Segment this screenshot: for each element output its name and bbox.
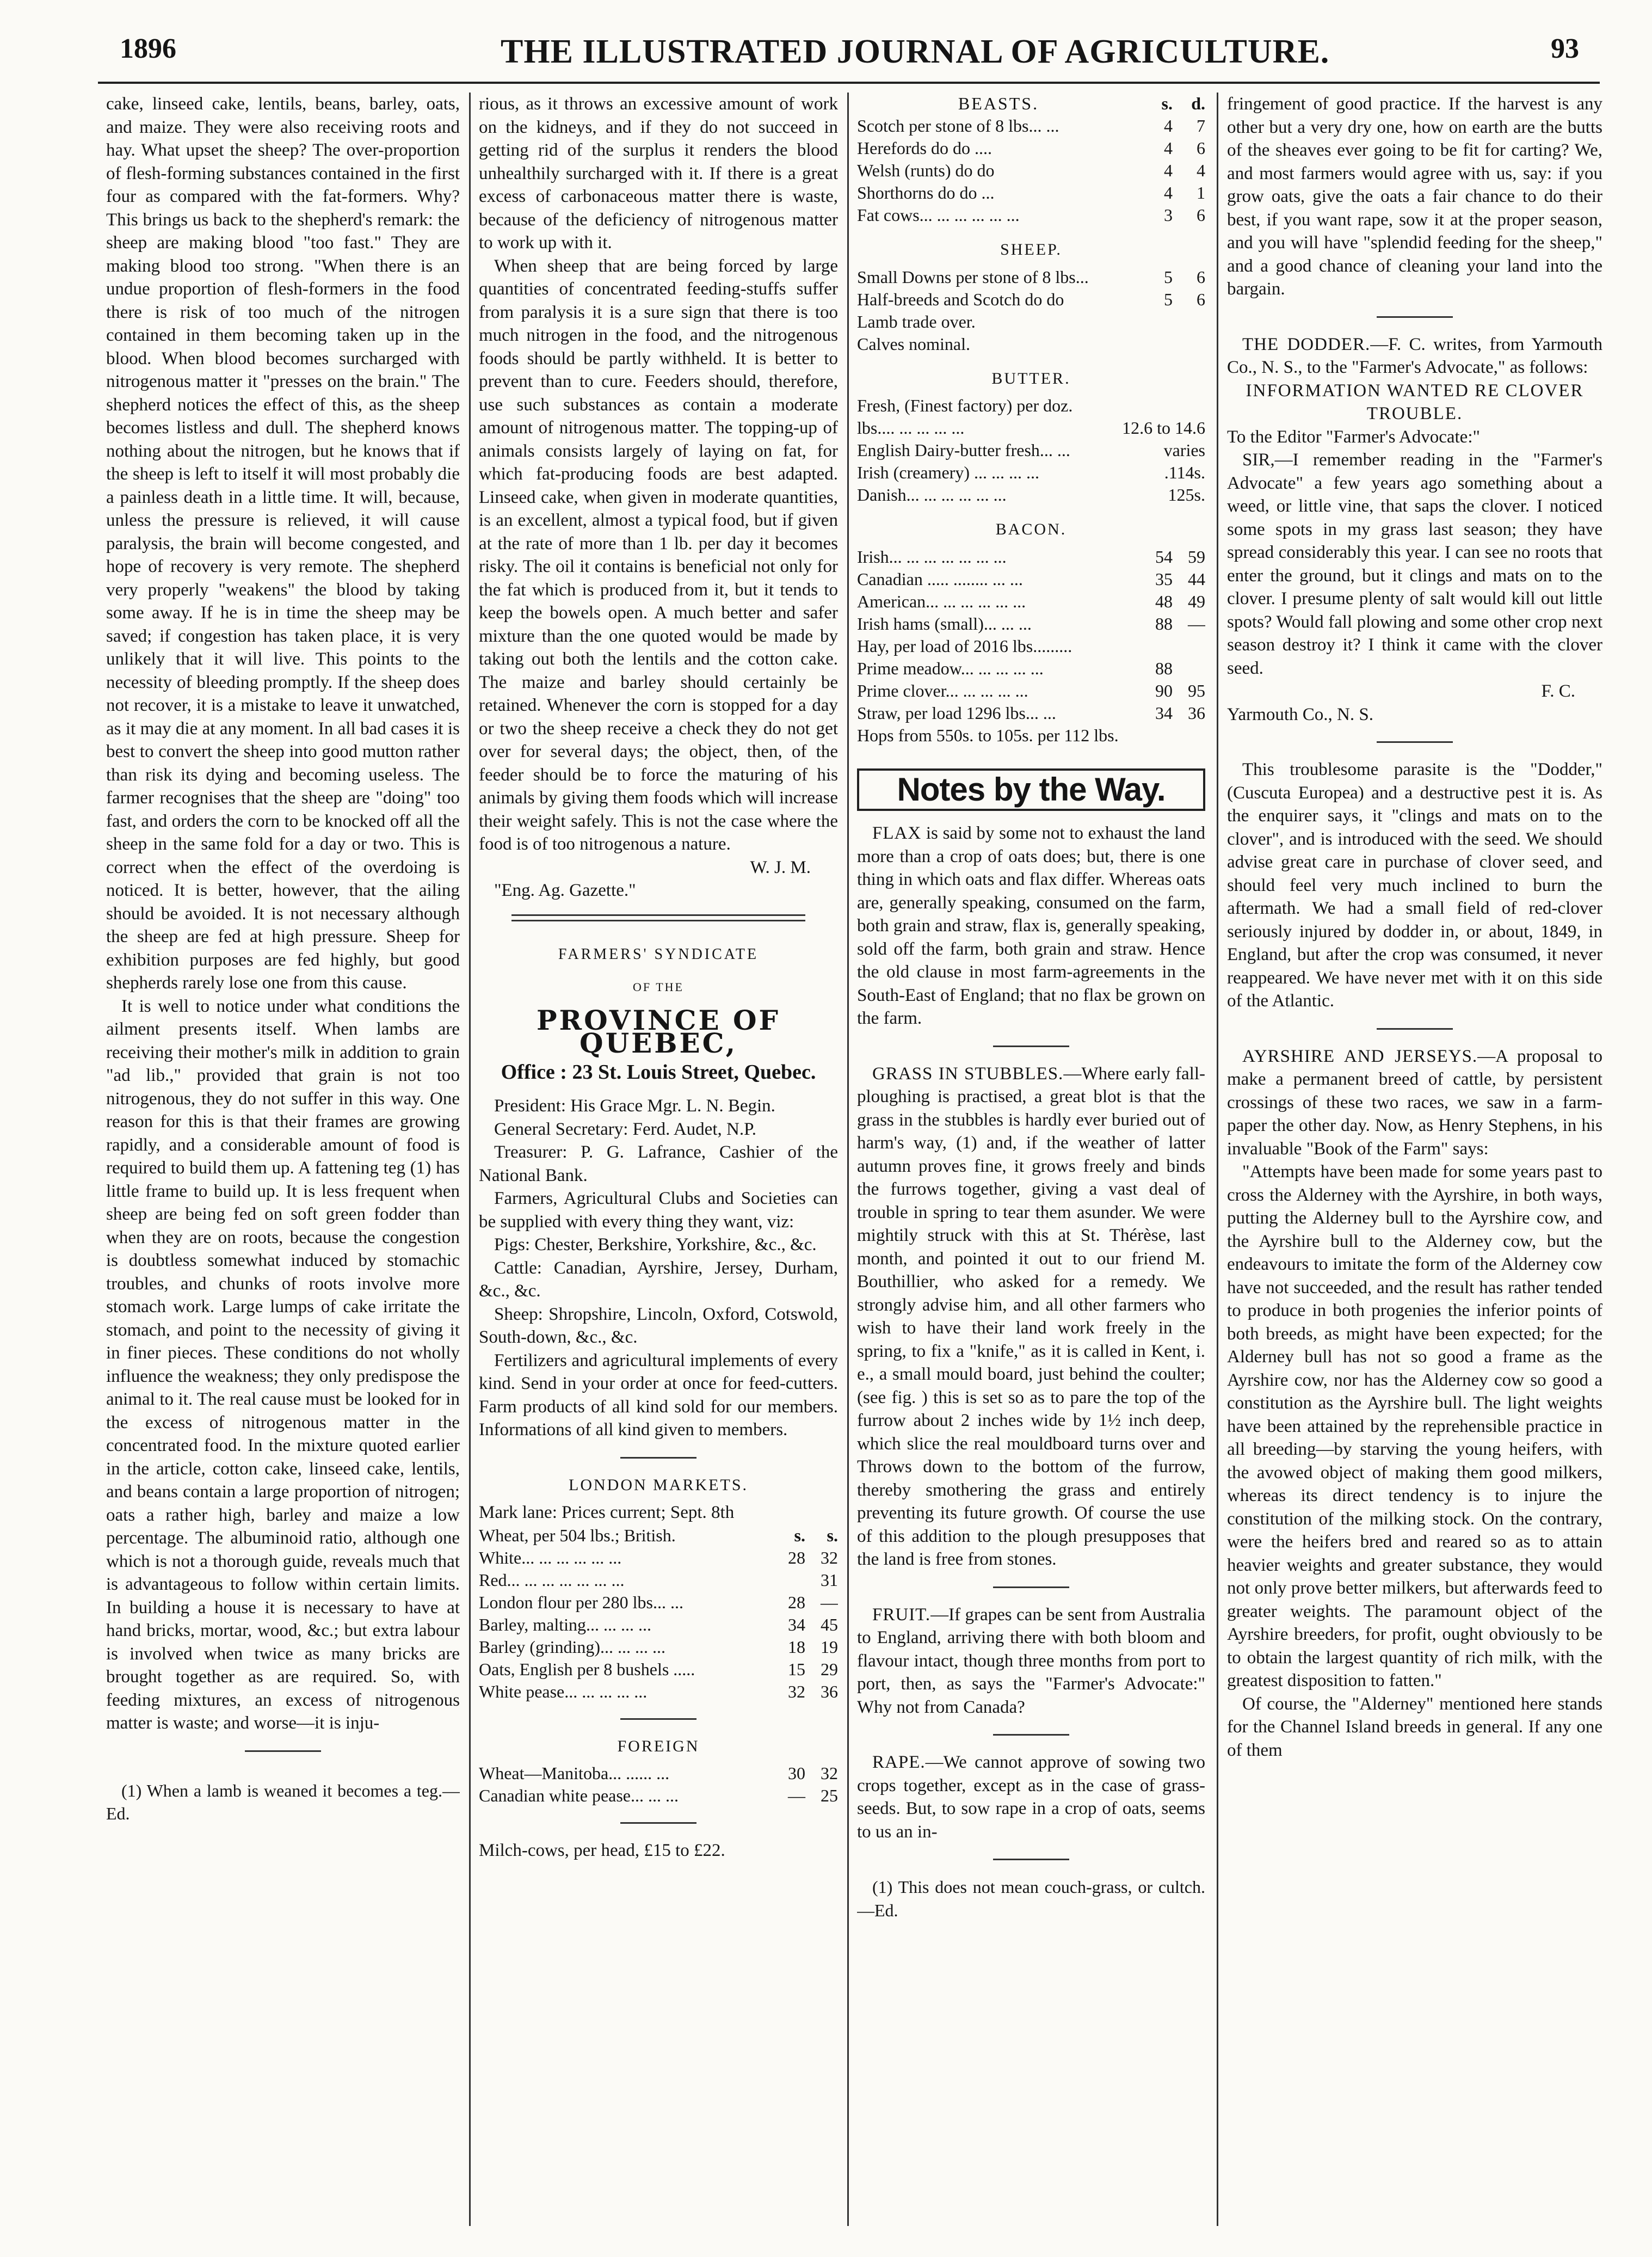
- row-value: [1140, 333, 1173, 355]
- row-value: [1173, 311, 1205, 333]
- row-value: 95: [1188, 680, 1205, 700]
- flax-heading: FLAX: [872, 823, 922, 843]
- row-label: Half-breeds and Scotch do do: [857, 289, 1064, 309]
- row-value: .114s.: [1164, 463, 1205, 482]
- row-value: [1173, 635, 1205, 657]
- row-label: Oats, English per 8 bushels .....: [479, 1659, 695, 1679]
- table-row: [479, 1591, 838, 1614]
- article-paragraph: Of course, the "Alderney" mentioned here stands for the Channel Island breeds in general. If any one of them: [1227, 1694, 1602, 1760]
- beasts-title: BEASTS.: [958, 94, 1039, 113]
- london-intro: Mark lane: Prices current; Sept. 8th: [479, 1503, 735, 1522]
- row-value: 36: [1188, 703, 1205, 723]
- table-row: [857, 395, 1205, 417]
- row-value: [1173, 333, 1205, 355]
- table-row: [479, 1547, 838, 1569]
- section-rule: [993, 1586, 1069, 1588]
- section-rule: [511, 914, 805, 921]
- row-value: 48: [1155, 591, 1173, 611]
- row-value: 88: [1155, 658, 1173, 678]
- row-label: White... ... ... ... ... ...: [479, 1547, 622, 1567]
- row-label: Straw, per load 1296 lbs... ...: [857, 703, 1056, 723]
- footnote-rule: [993, 1859, 1069, 1860]
- table-row: [857, 204, 1205, 226]
- column-1: [106, 93, 460, 2230]
- row-label: London flour per 280 lbs... ...: [479, 1592, 683, 1612]
- stephens-quote: "Attempts have been made for some years past to cross the Alderney with the Ayrshire, in both ways, putting the Alderney bull to the Ayrshire cow, and the Ayrshire bull to the Alderney cow, but the endeavours to imitate the form of the Alderney cow have not succeeded, and the result has rather tended to produce in both progenies the inferior points of both breeds, as might have been expected; for the Alderney bull has not so good a frame as the Ayrshire cow, nor has the Alderney cow so good a constitution as the Ayrshire bull. The light weights have been attained by the reprehensible practice in all breeding—by starving the young heifers, with the avowed object of making them good milkers, whereas its direct tendency is to injure the constitution of the milking stock. On the contrary, were the heifers bred and reared so as to attain heavier weights and greater substance, they would not only prove better milkers, but afterwards feed to greater weights. The paramount object of the Ayrshire breeders, for profit, ought obviously to be to obtain the largest quantity of rich milk, with the greatest disposition to fatten.": [1227, 1162, 1602, 1690]
- row-value: [1140, 724, 1173, 747]
- row-value: 28: [788, 1592, 805, 1612]
- row-label: Barley (grinding)... ... ... ...: [479, 1637, 666, 1657]
- table-row: [857, 635, 1205, 657]
- letter-signature: F. C.: [1541, 681, 1575, 701]
- row-label: Shorthorns do do ...: [857, 183, 995, 202]
- notes-by-the-way-title: Notes by the Way.: [857, 768, 1205, 811]
- row-value: 45: [821, 1614, 838, 1634]
- sheep-table: [857, 266, 1205, 355]
- syndicate-office: Office : 23 St. Louis Street, Quebec.: [501, 1060, 816, 1084]
- column-divider: [1217, 93, 1218, 2226]
- row-value: 4: [1164, 138, 1173, 158]
- syndicate-president: President: His Grace Mgr. L. N. Begin.: [494, 1096, 775, 1116]
- info-wanted-title: INFORMATION WANTED RE CLOVER TROUBLE.: [1246, 380, 1584, 423]
- section-rule: [993, 1046, 1069, 1047]
- row-value: 125s.: [1168, 485, 1205, 505]
- dodder-reply: This troublesome parasite is the "Dodder," (Cuscuta Europea) and a destructive pest it is. As the enquirer says, it "clings and mats on to the clover", and is introduced with the seed. We should advise great care in purchase of clover seed, and should feel very much inclined to burn the aftermath. We had a small field of red-clover seriously injured by dodder in, or about, 1849, in England, but after the crop was consumed, it never reappeared. We have never met with it on this side of the Atlantic.: [1227, 760, 1602, 1011]
- row-value: 7: [1197, 116, 1205, 136]
- row-label: English Dairy-butter fresh... ...: [857, 440, 1070, 460]
- milch-cows-price: Milch-cows, per head, £15 to £22.: [479, 1841, 725, 1860]
- row-label: White pease... ... ... ... ...: [479, 1681, 648, 1701]
- table-row: [857, 613, 1205, 635]
- row-label: Small Downs per stone of 8 lbs...: [857, 267, 1089, 287]
- table-row: [857, 568, 1205, 591]
- unit-label: d.: [1191, 94, 1205, 113]
- dodder-heading: THE DODDER.: [1242, 334, 1371, 354]
- row-label: Fat cows... ... ... ... ... ...: [857, 205, 1020, 225]
- butter-table: [857, 395, 1205, 506]
- table-row: [479, 1762, 838, 1785]
- column-divider: [469, 93, 471, 2226]
- section-rule: [1377, 316, 1453, 318]
- row-value: 59: [1188, 546, 1205, 567]
- article-paragraph: rious, as it throws an excessive amount of work on the kidneys, and if they do not succeed in getting rid of the surplus it renders the blood unhealthily surcharged with it. If there is a great excess of carbonaceous matter there is waste, because of the deficiency of nitrogenous matter to work up with it.: [479, 94, 838, 253]
- article-paragraph: When sheep that are being forced by large quantities of concentrated feeding-stuffs suffer from paralysis it is a sure sign that there is too much nitrogen in the food, and the nitrogenous foods should be partly withheld. It is better to prevent than to cure. Feeders should, therefore, use such substances as contain a moderate amount of nitrogenous matter. The topping-up of animals consists largely of laying on fat, for which fat-producing foods are best adapted. Linseed cake, when given in moderate quantities, is an excellent, almost a typical food, but if given at the rate of more than 1 lb. per day it becomes risky. The oil it contains is beneficial not only for the fat which is produced from it, but it tends to keep the bowels open. A much better and safer mixture than the one quoted would be made by taking out both the lentils and the cotton cake. The maize and barley should certainly be retained. Whenever the corn is stopped for a day or two the sheep receive a check they do not get over for several days; the object, then, of the feeder should be to force the maturing of his animals by giving them foods which will increase their weight safely. This is not the case where the food is of too nitrogenous a nature.: [479, 256, 838, 854]
- row-value: 19: [821, 1637, 838, 1657]
- article-paragraph: cake, linseed cake, lentils, beans, barley, oats, and maize. They were also receiving roots and hay. What upset the sheep? The over-proportion of flesh-forming substances contained in the first four as compared with the fat-formers. Why? This brings us back to the shepherd's remark: the sheep are making blood "too fast." They are making blood too strong. "When there is an undue proportion of flesh-formers in the food there is risk of too much of the nitrogen contained in them becoming taken up in the blood. When blood becomes surcharged with nitrogenous matter it "presses on the brain." The shepherd notices the effect of this, as the sheep becomes listless and dull. The shepherd knows nothing about the nitrogen, but he knows that if the sheep is left to itself it will most probably die a painless death in a little time. It will, because, unless the pressure is relieved, it will cause paralysis, the brain will become congested, and hope of recovery is very remote. The shepherd very properly "weakens" the blood by taking some away. If he is in time the sheep may be saved; if congestion has taken place, it is very unlikely that it will live. This points to the necessity of bleeding promptly. If the sheep does not recover, it is a mistake to leave it unwatched, as it may die at any moment. In all bad cases it is best to convert the sheep into good mutton rather than risk its dying and becoming useless. The farmer recognises that the sheep are "doing" too fast, and orders the corn to be knocked off all the sheep in the same fold for a day or two. This is correct when the effect of the overdoing is noticed. It is better, however, that the ailing should be avoided. It is not necessary although the sheep are fed at high pressure. Sheep for exhibition purposes are fed highly, but good shepherds rarely lose one from this cause.: [106, 94, 460, 993]
- table-row: [857, 93, 1205, 115]
- column-divider: [847, 93, 849, 2226]
- row-label: Calves nominal.: [857, 334, 970, 354]
- syndicate-secretary: General Secretary: Ferd. Audet, N.P.: [494, 1119, 757, 1139]
- grass-heading: GRASS IN STUBBLES.: [872, 1063, 1064, 1084]
- row-value: 4: [1164, 161, 1173, 180]
- syndicate-province: PROVINCE OF QUEBEC,: [536, 1004, 781, 1059]
- row-value: 6: [1197, 205, 1205, 225]
- row-label: Hay, per load of 2016 lbs.........: [857, 636, 1072, 656]
- table-row: [857, 724, 1205, 747]
- footnote: (1) When a lamb is weaned it becomes a teg.—Ed.: [106, 1780, 460, 1823]
- row-value: 31: [821, 1570, 838, 1590]
- table-row: [857, 311, 1205, 333]
- syndicate-fertilizers: Fertilizers and agricultural implements of every kind. Send in your order at once for feed-cutters. Farm products of all kind sold for our members. Informations of all kind given to members.: [479, 1350, 838, 1440]
- row-value: 32: [821, 1763, 838, 1783]
- fruit-paragraph: [857, 1603, 1205, 1719]
- section-rule: [1377, 741, 1453, 743]
- letter-text: SIR,—I remember reading in the "Farmer's Advocate" a few years ago something about a weed, or little vine, that saps the clover. I noticed some spots in my grass last season; they have spread considerably this year. I can see no roots that enter the ground, but it clings and mats on to the clover. I presume plenty of salt would kill out little spots? Would fall plowing and some other crop next season destroy it? I think it came with the clover seed.: [1227, 450, 1602, 678]
- syndicate-sheep: Sheep: Shropshire, Lincoln, Oxford, Cotswold, South-down, &c., &c.: [479, 1304, 838, 1347]
- table-row: [479, 1636, 838, 1658]
- article-paragraph: It is well to notice under what conditions the ailment presents itself. When lambs are receiving their mother's milk in addition to grain "ad lib.," provided that grain is not too nitrogenous, they do not suffer in this way. One reason for this is that their frames are growing rapidly, and a considerable amount of food is required to build them up. A fattening teg (1) has little frame to build up. It is less frequent when sheep are being fed on soft green fodder than when they are on roots, because the congestion is doubtless somewhat induced by stomachic troubles, and chunks of roots involve more stomach work. Large lumps of cake irritate the stomach, and point to the necessity of giving it in finer pieces. These conditions do not wholly influence the weakness; they only predispose the animal to it. The real cause must be looked for in the excess of nitrogenous matter in the concentrated food. In the mixture quoted earlier in the article, cotton cake, linseed cake, lentils, and beans contain a large proportion of nitrogen; oats a rather high, barley and maize a low percentage. The albuminoid ratio, although one which is not a thorough guide, reveals much that is advantageous to follow within certain limits. In building a house it is necessary to have at hand bricks, mortar, wood, &c.; but extra labour is involved when twice as many bricks are brought together as are required. So, with feeding mixtures, an excess of nitrogenous matter is waste; and worse—it is inju-: [106, 996, 460, 1733]
- row-label: Fresh, (Finest factory) per doz.: [857, 396, 1073, 415]
- row-label: Prime meadow... ... ... ... ...: [857, 658, 1044, 678]
- bacon-title: BACON.: [995, 520, 1067, 538]
- column-3: [857, 93, 1205, 2230]
- footnote: (1) This does not mean couch-grass, or cultch.—Ed.: [857, 1877, 1205, 1920]
- row-value: 29: [821, 1659, 838, 1679]
- section-rule: [993, 1734, 1069, 1736]
- flax-paragraph: [857, 822, 1205, 1030]
- row-value: [1140, 311, 1173, 333]
- row-value: [773, 1569, 805, 1591]
- row-label: Irish... ... ... ... ... ... ...: [857, 546, 1007, 567]
- syndicate-cattle: Cattle: Canadian, Ayrshire, Jersey, Durham, &c., &c.: [479, 1258, 838, 1301]
- table-row: [857, 288, 1205, 311]
- row-value: 44: [1188, 569, 1205, 589]
- row-value: 4: [1164, 116, 1173, 136]
- row-value: 6: [1197, 289, 1205, 309]
- row-value: 5: [1164, 289, 1173, 309]
- unit-label: s.: [827, 1525, 838, 1545]
- table-row: [857, 680, 1205, 702]
- row-value: 54: [1155, 546, 1173, 567]
- table-row: [479, 1524, 838, 1547]
- row-value: 25: [821, 1786, 838, 1805]
- row-value: 35: [1155, 569, 1173, 589]
- london-markets-title: LONDON MARKETS.: [569, 1475, 748, 1494]
- grass-text: —Where early fall-ploughing is practised, a great blot is that the grass in the stubbles is hardly ever buried out of harm's way, (1) and, if the weather of latter autumn proves fine, it grows freely and binds the furrows together, giving a vast deal of trouble in spring to tear them asunder. We were mightily struck with this at St. Thérèse, last month, and pointed it out to our friend M. Bouthillier, who asked for a remedy. We strongly advise him, and all other farmers who wish to have their land work freely in the spring, to fix a "knife," as it is called in Kent, i. e., a small mould board, just behind the coulter; (see fig. ) this is set so as to pare the top of the furrow about 2 inches wide by 1½ inch deep, which slice the real mouldboard turns over and Throws down to the bottom of the furrow, thereby smothering the grass and entirely preventing its future growth. Of course the use of this addition to the plough presupposes that the land is free from stones.: [857, 1063, 1205, 1569]
- beasts-table: [857, 93, 1205, 226]
- header-page-number: 93: [1551, 33, 1579, 64]
- row-value: 5: [1164, 267, 1173, 287]
- article-source: "Eng. Ag. Gazette.": [494, 881, 636, 900]
- letter-place: Yarmouth Co., N. S.: [1227, 704, 1373, 724]
- syndicate-title: FARMERS' SYNDICATE: [558, 945, 759, 963]
- row-value: 6: [1197, 138, 1205, 158]
- row-label: Herefords do do ....: [857, 138, 992, 158]
- wheat-heading: Wheat, per 504 lbs.; British.: [479, 1525, 676, 1545]
- header-title: THE ILLUSTRATED JOURNAL OF AGRICULTURE.: [501, 33, 1330, 70]
- row-value: 36: [821, 1681, 838, 1701]
- section-rule: [620, 1718, 696, 1720]
- syndicate-supply: Farmers, Agricultural Clubs and Societies can be supplied with every thing they want, viz:: [479, 1189, 838, 1232]
- article-paragraph: fringement of good practice. If the harvest is any other but a very dry one, how on earth are the butts of the sheaves ever going to be fit for carting? We, and most farmers would agree with us, say: if you grow oats, give the oats a fair chance to do their best, if you want rape, sow it at the proper season, and you will have "splendid feeding for the sheep," and a good chance of cleaning your land into the bargain.: [1227, 94, 1602, 299]
- row-value: 49: [1188, 591, 1205, 611]
- row-value: 4: [1197, 161, 1205, 180]
- to-editor: To the Editor "Farmer's Advocate:": [1227, 427, 1480, 447]
- table-row: [479, 1614, 838, 1636]
- column-4: [1227, 93, 1602, 2230]
- section-rule: [620, 1457, 696, 1459]
- row-label: Wheat—Manitoba... ...... ...: [479, 1763, 670, 1783]
- row-value: 1: [1197, 183, 1205, 202]
- row-label: Prime clover... ... ... ... ...: [857, 680, 1028, 700]
- row-label: Irish hams (small)... ... ...: [857, 613, 1032, 634]
- header-year: 1896: [120, 33, 176, 64]
- table-row: [857, 702, 1205, 724]
- table-row: [857, 333, 1205, 355]
- table-row: [857, 439, 1205, 462]
- row-label: Canadian white pease... ... ...: [479, 1786, 679, 1805]
- rape-paragraph: [857, 1751, 1205, 1843]
- table-row: [857, 417, 1205, 439]
- table-row: [479, 1658, 838, 1681]
- footnote-rule: [245, 1750, 321, 1752]
- table-row: [857, 182, 1205, 204]
- row-value: 34: [788, 1614, 805, 1634]
- row-label: Red... ... ... ... ... ... ...: [479, 1570, 625, 1590]
- row-value: 30: [788, 1763, 805, 1783]
- row-label: Hops from 550s. to 105s. per 112 lbs.: [857, 725, 1119, 745]
- row-value: 32: [821, 1547, 838, 1567]
- row-value: [1140, 635, 1173, 657]
- unit-label: s.: [1161, 94, 1173, 113]
- row-value: 90: [1155, 680, 1173, 700]
- rape-text: —We cannot approve of sowing two crops together, except as in the case of grass-seeds. But, to sow rape in a crop of oats, seems to us an in-: [857, 1752, 1205, 1842]
- row-value: 15: [788, 1659, 805, 1679]
- table-row: [479, 1569, 838, 1591]
- table-row: [479, 1681, 838, 1703]
- table-row: [857, 484, 1205, 506]
- header-rule: [98, 82, 1600, 84]
- syndicate-of: OF THE: [633, 980, 684, 994]
- sheep-title: SHEEP.: [1000, 241, 1062, 259]
- row-value: 28: [788, 1547, 805, 1567]
- ayrshire-heading: AYRSHIRE AND JERSEYS.: [1242, 1046, 1478, 1066]
- syndicate-treasurer: Treasurer: P. G. Lafrance, Cashier of the National Bank.: [479, 1142, 838, 1185]
- foreign-title: FOREIGN: [617, 1737, 700, 1755]
- row-value: 4: [1164, 183, 1173, 202]
- row-label: Welsh (runts) do do: [857, 161, 995, 180]
- unit-label: s.: [794, 1525, 805, 1545]
- row-label: Irish (creamery) ... ... ... ...: [857, 463, 1039, 482]
- syndicate-pigs: Pigs: Chester, Berkshire, Yorkshire, &c., &c.: [494, 1235, 817, 1254]
- table-row: [857, 546, 1205, 568]
- row-value: 12.6 to 14.6: [1122, 418, 1205, 438]
- butter-title: BUTTER.: [991, 369, 1071, 388]
- table-row: [857, 137, 1205, 159]
- row-value: 88: [1155, 613, 1173, 634]
- row-value: [1173, 657, 1205, 680]
- row-value: 6: [1197, 267, 1205, 287]
- table-row: [479, 1785, 838, 1807]
- bacon-table: [857, 546, 1205, 747]
- grass-paragraph: [857, 1062, 1205, 1571]
- dodder-intro: —F. C. writes, from Yarmouth Co., N. S., to the "Farmer's Advocate," as follows:: [1227, 334, 1602, 377]
- row-label: Scotch per stone of 8 lbs... ...: [857, 116, 1059, 136]
- fruit-heading: FRUIT.: [872, 1604, 931, 1625]
- table-row: [857, 266, 1205, 288]
- row-value: 34: [1155, 703, 1173, 723]
- ayrshire-text: —A proposal to make a permanent breed of cattle, by persistent crossings of these two races, we saw in a farm-paper the other day. Now, as Henry Stephens, in his invaluable "Book of the Farm" says:: [1227, 1046, 1602, 1159]
- page-header: [87, 33, 1600, 82]
- row-label: Lamb trade over.: [857, 311, 976, 331]
- rape-heading: RAPE.: [872, 1752, 926, 1772]
- row-value: —: [788, 1786, 805, 1805]
- table-row: [857, 657, 1205, 680]
- row-value: 3: [1164, 205, 1173, 225]
- row-label: Barley, malting... ... ... ...: [479, 1614, 651, 1634]
- article-signature: W. J. M.: [750, 857, 811, 877]
- table-row: [857, 115, 1205, 137]
- column-2: [479, 93, 838, 2230]
- row-value: —: [821, 1592, 838, 1612]
- fruit-text: —If grapes can be sent from Australia to England, arriving there with both bloom and flavour intact, though three months from port to port, then, as says the "Farmer's Advocate:" Why not from Canada?: [857, 1604, 1205, 1717]
- row-label: lbs.... ... ... ... ...: [857, 418, 965, 438]
- flax-text: is said by some not to exhaust the land more than a crop of oats does; but, there is one thing in which oats and flax differ. Whereas oats are, generally speaking, consumed on the farm, both grain and straw, flax is, generally speaking, sold off the farm, both grain and straw. Hence the old clause in most farm-agreements in the South-East of England; that no flax be grown on the farm.: [857, 823, 1205, 1028]
- london-markets-table: [479, 1524, 838, 1703]
- row-label: Canadian ..... ........ ... ...: [857, 569, 1023, 589]
- row-value: —: [1188, 613, 1205, 634]
- row-value: 18: [788, 1637, 805, 1657]
- row-value: [1086, 395, 1205, 417]
- ayrshire-paragraph: [1227, 1045, 1602, 1161]
- row-label: American... ... ... ... ... ...: [857, 591, 1026, 611]
- row-value: varies: [1163, 440, 1205, 460]
- table-row: [857, 591, 1205, 613]
- row-value: [1173, 724, 1205, 747]
- row-label: Danish... ... ... ... ... ...: [857, 485, 1007, 505]
- section-rule: [1377, 1028, 1453, 1030]
- foreign-markets-table: [479, 1762, 838, 1807]
- row-value: 32: [788, 1681, 805, 1701]
- table-row: [857, 159, 1205, 182]
- table-row: [857, 462, 1205, 484]
- section-rule: [620, 1822, 696, 1824]
- dodder-paragraph: [1227, 333, 1602, 379]
